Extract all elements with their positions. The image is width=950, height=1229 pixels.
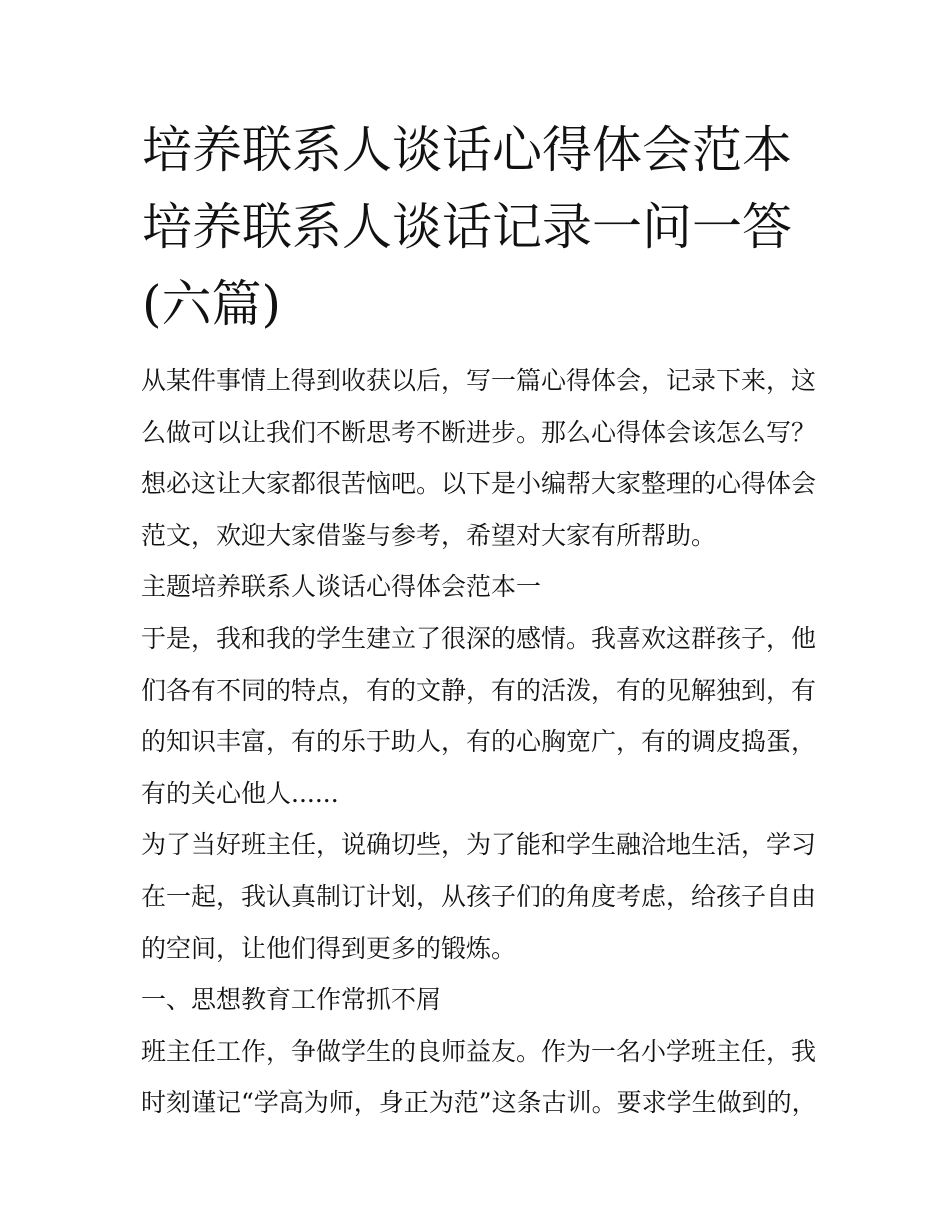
- body-line: 么做可以让我们不断思考不断进步。那么心得体会该怎么写？: [141, 417, 817, 447]
- body-line: 的知识丰富，有的乐于助人，有的心胸宽广，有的调皮捣蛋，: [141, 727, 817, 757]
- body-line: 想必这让大家都很苦恼吧。以下是小编帮大家整理的心得体会: [141, 469, 817, 499]
- document-body: [141, 355, 821, 1129]
- body-line: 时刻谨记“学高为师，身正为范”这条古训。要求学生做到的，: [141, 1088, 817, 1118]
- body-line: 为了当好班主任，说确切些，为了能和学生融洽地生活，学习: [141, 830, 817, 860]
- title-line: (六篇): [142, 275, 282, 333]
- body-line: 班主任工作，争做学生的良师益友。作为一名小学班主任，我: [141, 1036, 817, 1066]
- body-line: 从某件事情上得到收获以后，写一篇心得体会，记录下来，这: [141, 366, 817, 395]
- body-line: 范文，欢迎大家借鉴与参考，希望对大家有所帮助。: [141, 520, 717, 550]
- body-line: 于是，我和我的学生建立了很深的感情。我喜欢这群孩子，他: [141, 623, 817, 653]
- body-line: 在一起，我认真制订计划，从孩子们的角度考虑，给孩子自由: [141, 881, 817, 911]
- title-line: 培养联系人谈话记录一问一答: [142, 198, 792, 256]
- section-heading: 主题培养联系人谈话心得体会范本一: [141, 572, 542, 602]
- body-line: 有的关心他人......: [141, 778, 339, 808]
- title-line: 培养联系人谈话心得体会范本: [142, 121, 792, 179]
- body-line: 的空间，让他们得到更多的锻炼。: [141, 933, 517, 963]
- document-title: [142, 112, 842, 343]
- body-line: 们各有不同的特点，有的文静，有的活泼，有的见解独到，有: [141, 675, 817, 705]
- section-heading: 一、思想教育工作常抓不屑: [141, 985, 442, 1015]
